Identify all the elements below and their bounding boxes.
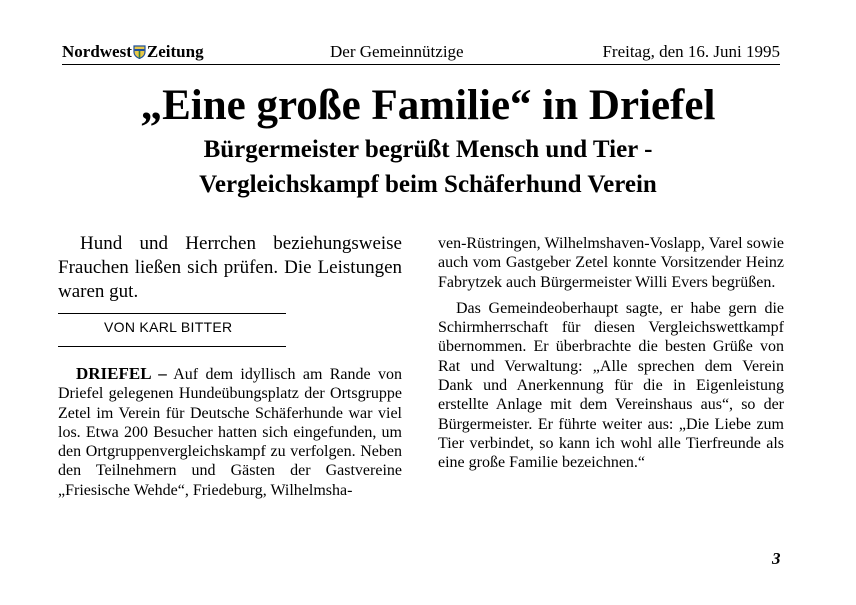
brand-name-right: Zeitung: [146, 42, 204, 61]
article-subhead-line-2: Vergleichskampf beim Schäferhund Verein: [199, 171, 657, 198]
brand-name-left: Nordwest: [62, 42, 132, 61]
section-title: Der Gemeinnützige: [330, 42, 464, 61]
byline-rule-bottom: [58, 346, 286, 347]
byline-rule-top: [58, 313, 286, 314]
newspaper-brand: [62, 42, 204, 62]
article-byline: VON KARL BITTER: [104, 319, 233, 335]
article-headline: „Eine große Familie“ in Driefel: [140, 82, 716, 129]
column-2-paragraph-2: Das Gemeindeoberhaupt sagte, er habe gern die Schirmherrschaft für diesen Vergleichswettkampf übernommen. Er überbrachte die besten Grüße von Rat und Verwaltung: „Alle sprechen dem Verein Dank und Anerkennung für die in Eigenleistung erstellte Anlage mit dem Vereinshaus aus“, so der Bürgermeister. Er führte weiter aus: „Die Liebe zum Tier verbindet, so kann ich wohl alle Tierfreunde als eine große Familie bezeichnen.“: [438, 299, 784, 472]
article-column-2: [438, 234, 784, 473]
page-number: 3: [772, 549, 781, 568]
issue-date: Freitag, den 16. Juni 1995: [602, 42, 780, 61]
column-1-text: Auf dem idyllisch am Rande von Driefel gelegenen Hundeübungsplatz der Ortsgruppe Zetel im Verein für Deutsche Schäferhunde war viel los. Etwa 200 Besucher hatten sich eingefunden, um den Ortgruppenvergleichskampf zu verfolgen. Neben den Teilnehmern und Gästen der Gastvereine „Friesische Wehde“, Friedeburg, Wilhelmsha-: [58, 366, 402, 499]
article-teaser: Hund und Herrchen beziehungsweise Frauchen ließen sich prüfen. Die Leistungen waren gut.: [58, 233, 402, 302]
column-2-paragraph-1: ven-Rüstringen, Wilhelmshaven-Voslapp, Varel sowie auch vom Gastgeber Zetel konnte Vorsitzender Heinz Fabrytzek auch Bürgermeister Willi Evers begrüßen.: [438, 235, 784, 291]
article-dateline: DRIEFEL –: [76, 364, 167, 383]
article-subhead-line-1: Bürgermeister begrüßt Mensch und Tier -: [203, 136, 653, 163]
coat-of-arms-icon: [133, 45, 146, 59]
column-1-paragraph: [58, 364, 402, 500]
newspaper-header: [62, 42, 780, 65]
article-column-1: [58, 364, 402, 500]
